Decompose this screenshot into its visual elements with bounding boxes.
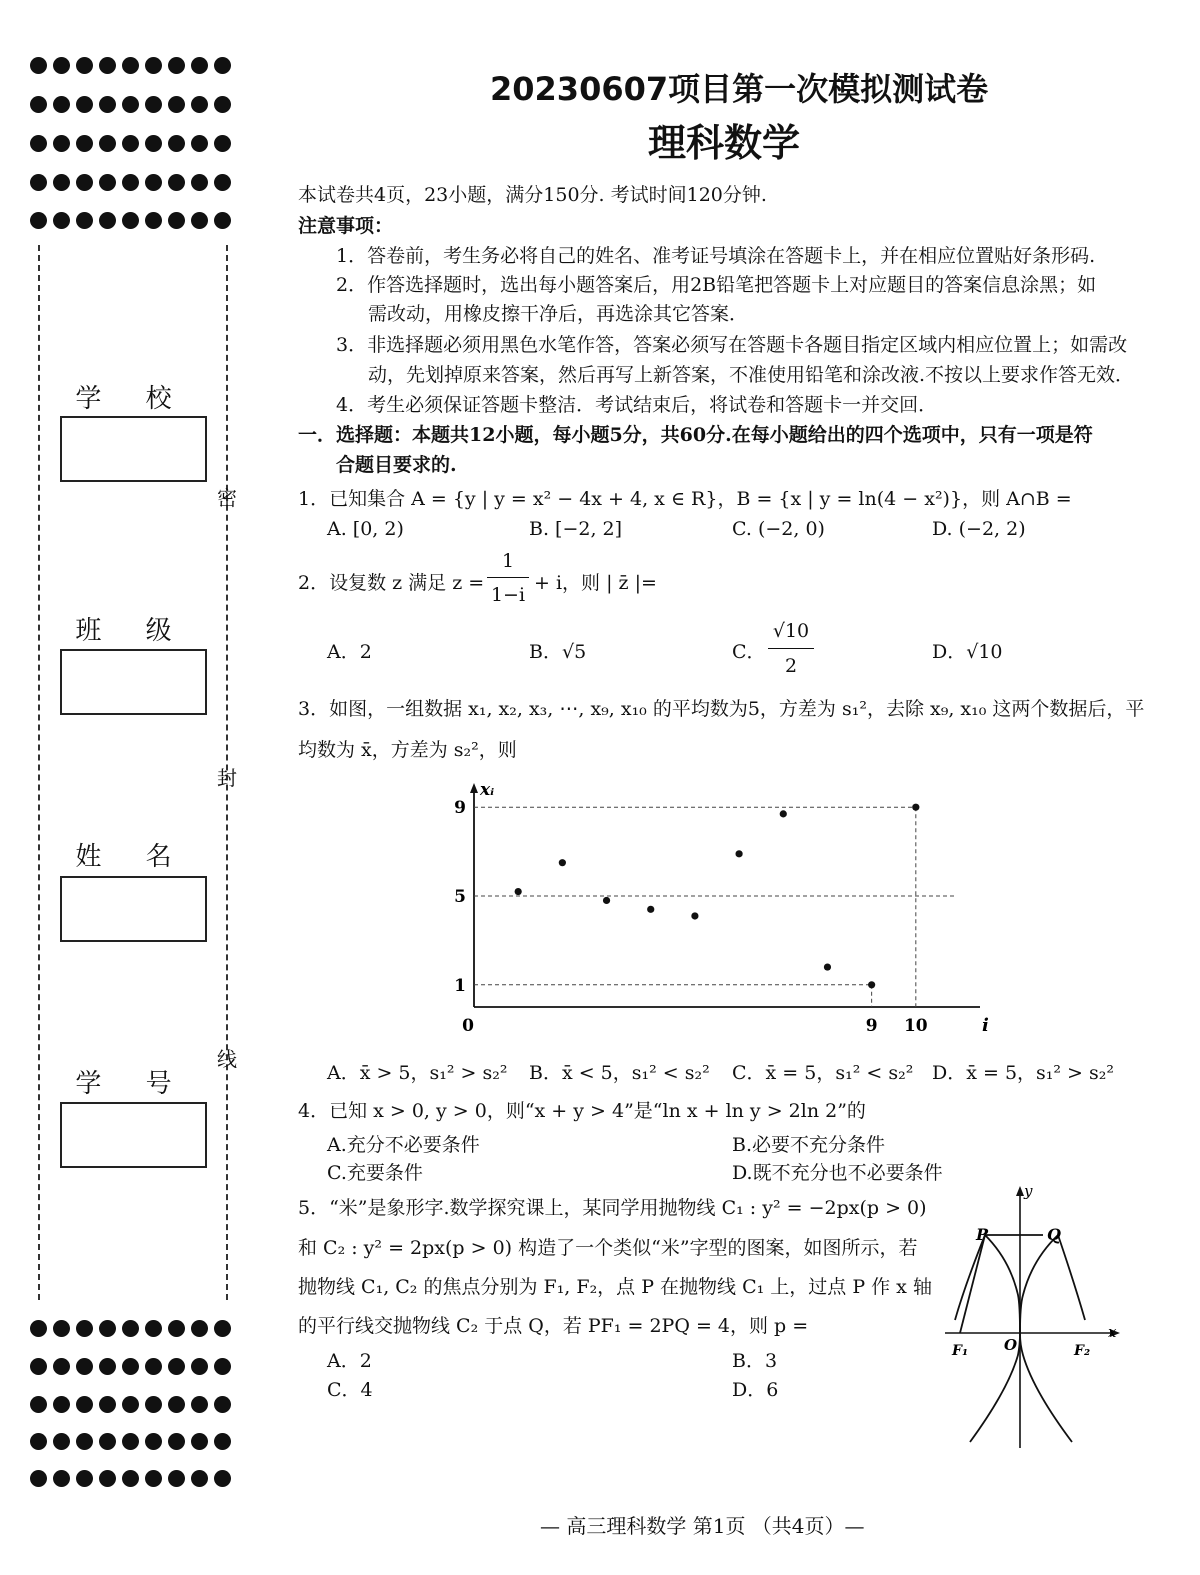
- dot: [168, 212, 185, 229]
- parabola-figure: [940, 1180, 1130, 1450]
- dot: [191, 174, 208, 191]
- dot: [76, 1358, 93, 1375]
- parabola-c1-arm: [955, 1235, 985, 1320]
- dot: [122, 174, 139, 191]
- dot-row: [30, 1396, 231, 1413]
- dot: [122, 1396, 139, 1413]
- data-point: [780, 810, 787, 817]
- dot: [191, 135, 208, 152]
- q4-option-d[interactable]: D.既不充分也不必要条件: [732, 1162, 943, 1184]
- dot: [30, 96, 47, 113]
- q1-option-d[interactable]: D. (−2, 2): [932, 518, 1026, 540]
- q5-option-d[interactable]: D．6: [732, 1379, 779, 1401]
- dot: [191, 1433, 208, 1450]
- dot: [53, 212, 70, 229]
- dot: [53, 1320, 70, 1337]
- dot: [191, 212, 208, 229]
- dot: [99, 96, 116, 113]
- data-point: [559, 859, 566, 866]
- dot: [53, 1358, 70, 1375]
- dot: [168, 174, 185, 191]
- q3-option-a[interactable]: A．x̄ > 5，s₁² > s₂²: [327, 1062, 508, 1084]
- dot: [214, 174, 231, 191]
- y-axis-arrow-icon: [470, 783, 478, 793]
- label-origin: O: [1004, 1336, 1018, 1354]
- dot: [168, 1320, 185, 1337]
- dot: [30, 135, 47, 152]
- dot: [99, 174, 116, 191]
- q1-stem: 1．已知集合 A = {y | y = x² − 4x + 4, x ∈ R}，B = {x | y = ln(4 − x²)}，则 A∩B =: [298, 488, 1072, 510]
- y-axis-label: xᵢ: [480, 780, 495, 800]
- name-label: 姓 名: [75, 842, 190, 872]
- dot: [53, 1470, 70, 1487]
- dot: [76, 135, 93, 152]
- dot: [145, 1358, 162, 1375]
- dot: [168, 1396, 185, 1413]
- label-f2: F₂: [1074, 1343, 1091, 1359]
- seal-xian: 线: [217, 1047, 237, 1071]
- student-id-label: 学 号: [75, 1069, 190, 1099]
- notice-item: 2．作答选择题时，选出每小题答案后，用2B铅笔把答题卡上对应题目的答案信息涂黑；如: [336, 274, 1097, 296]
- x-tick-label: 10: [903, 1016, 928, 1036]
- dot: [122, 1470, 139, 1487]
- notice-item: 4．考生必须保证答题卡整洁．考试结束后，将试卷和答题卡一并交回．: [336, 394, 938, 416]
- q2-option-d[interactable]: D．√10: [932, 641, 1003, 663]
- q4-option-c[interactable]: C.充要条件: [327, 1162, 423, 1184]
- dot: [99, 212, 116, 229]
- dot: [145, 1396, 162, 1413]
- dot: [30, 1396, 47, 1413]
- dot: [145, 96, 162, 113]
- label-y: y: [1024, 1182, 1033, 1200]
- q2-stem-prefix: 2．设复数 z 满足 z =: [298, 572, 485, 594]
- dot: [145, 1320, 162, 1337]
- data-point: [824, 963, 831, 970]
- q3-stem-line2: 均数为 x̄，方差为 s₂²，则: [298, 739, 517, 761]
- dot: [53, 1433, 70, 1450]
- y-tick-label: 5: [454, 887, 466, 907]
- dot: [214, 1396, 231, 1413]
- dot: [53, 96, 70, 113]
- dot: [145, 135, 162, 152]
- dot: [191, 1358, 208, 1375]
- dot: [168, 96, 185, 113]
- notice-item: 3．非选择题必须用黑色水笔作答，答案必须写在答题卡各题目指定区域内相应位置上；如需改: [336, 334, 1128, 356]
- dot: [76, 174, 93, 191]
- dot: [214, 1470, 231, 1487]
- q4-option-a[interactable]: A.充分不必要条件: [327, 1134, 480, 1156]
- notice-item: 1．答卷前，考生务必将自己的姓名、准考证号填涂在答题卡上，并在相应位置贴好条形码.: [336, 245, 1096, 267]
- dot: [53, 135, 70, 152]
- dot: [99, 1358, 116, 1375]
- parabola-c1-upper: [985, 1235, 1020, 1333]
- dot: [76, 1470, 93, 1487]
- dot: [214, 212, 231, 229]
- student-id-box[interactable]: [60, 1102, 207, 1168]
- origin-label: 0: [462, 1016, 474, 1036]
- dot: [99, 1320, 116, 1337]
- data-point: [603, 897, 610, 904]
- data-point: [868, 981, 875, 988]
- dot: [145, 1433, 162, 1450]
- dot: [76, 1320, 93, 1337]
- q1-option-a[interactable]: A. [0, 2): [327, 518, 404, 540]
- dot: [191, 1470, 208, 1487]
- seal-feng: 封: [217, 766, 237, 790]
- q2-option-c-denominator: 2: [784, 655, 798, 677]
- dot: [168, 1433, 185, 1450]
- dot: [76, 1433, 93, 1450]
- page-footer: — 高三理科数学 第1页 （共4页）—: [540, 1514, 865, 1538]
- q3-option-d[interactable]: D．x̄ = 5，s₁² > s₂²: [932, 1062, 1115, 1084]
- dot: [168, 57, 185, 74]
- dot: [214, 1433, 231, 1450]
- notice-heading: 注意事项：: [298, 215, 394, 237]
- dot-row: [30, 1470, 231, 1487]
- dot: [30, 212, 47, 229]
- school-box[interactable]: [60, 416, 207, 482]
- q5-stem-line2: 和 C₂ : y² = 2px(p > 0) 构造了一个类似“米”字型的图案，如图所示，若: [298, 1237, 918, 1259]
- exam-title: 20230607项目第一次模拟测试卷: [490, 70, 989, 108]
- dot: [145, 1470, 162, 1487]
- dot-row: [30, 96, 231, 113]
- dot: [122, 1433, 139, 1450]
- dot: [30, 174, 47, 191]
- q2-fraction-denominator: 1−i: [490, 584, 526, 606]
- dot: [214, 96, 231, 113]
- dot: [76, 96, 93, 113]
- y-tick-label: 1: [454, 975, 466, 996]
- dot: [191, 57, 208, 74]
- x-tick-label: 9: [865, 1016, 878, 1036]
- data-point: [647, 906, 654, 913]
- class-box[interactable]: [60, 649, 207, 715]
- dot: [30, 1358, 47, 1375]
- dot: [30, 1470, 47, 1487]
- q4-option-b[interactable]: B.必要不充分条件: [732, 1134, 886, 1156]
- parabola-c2-upper: [1020, 1235, 1058, 1333]
- dot: [168, 1358, 185, 1375]
- dot-row: [30, 1433, 231, 1450]
- dot-row: [30, 1320, 231, 1337]
- dot: [30, 1320, 47, 1337]
- dot: [122, 1358, 139, 1375]
- dot: [214, 57, 231, 74]
- dot: [145, 57, 162, 74]
- q5-stem-line3: 抛物线 C₁, C₂ 的焦点分别为 F₁, F₂，点 P 在抛物线 C₁ 上，过点 P 作 x 轴: [298, 1276, 932, 1298]
- dot: [30, 57, 47, 74]
- q5-option-a[interactable]: A．2: [327, 1350, 372, 1372]
- dot: [214, 135, 231, 152]
- dot: [53, 174, 70, 191]
- dot: [122, 96, 139, 113]
- dot: [76, 1396, 93, 1413]
- dot: [168, 1470, 185, 1487]
- q5-option-c[interactable]: C．4: [327, 1379, 373, 1401]
- y-tick-label: 9: [454, 798, 466, 819]
- class-label: 班 级: [75, 616, 190, 646]
- parabola-c2-arm: [1058, 1235, 1085, 1320]
- q4-stem: 4．已知 x > 0, y > 0，则“x + y > 4”是“ln x + ln y > 2ln 2”的: [298, 1100, 866, 1122]
- dot-row: [30, 135, 231, 152]
- q5-option-b[interactable]: B．3: [732, 1350, 778, 1372]
- dot: [76, 57, 93, 74]
- dot: [122, 57, 139, 74]
- notice-item: 需改动，用橡皮擦干净后，再选涂其它答案．: [368, 303, 749, 325]
- q2-fraction-bar: [487, 577, 529, 578]
- q2-option-c-bar: [768, 648, 814, 649]
- parabola-c2-lower: [1020, 1333, 1072, 1442]
- dot: [122, 212, 139, 229]
- q5-stem-line1: 5．“米”是象形字.数学探究课上，某同学用抛物线 C₁ : y² = −2px(p > 0): [298, 1197, 927, 1219]
- label-q: Q: [1047, 1225, 1061, 1244]
- dot-row: [30, 57, 231, 74]
- section-heading-cont: 合题目要求的.: [336, 454, 457, 476]
- dot: [145, 174, 162, 191]
- dot: [191, 1396, 208, 1413]
- dot: [191, 1320, 208, 1337]
- q2-option-c-numerator: √10: [772, 620, 810, 642]
- label-x: x: [1108, 1323, 1117, 1341]
- q2-option-c[interactable]: C．: [732, 641, 766, 663]
- label-p: P: [976, 1225, 989, 1244]
- dot: [214, 1358, 231, 1375]
- dot: [191, 96, 208, 113]
- dot: [76, 212, 93, 229]
- q1-option-b[interactable]: B. [−2, 2]: [529, 518, 623, 540]
- dot: [99, 1433, 116, 1450]
- dot: [99, 1396, 116, 1413]
- segment-pf1: [960, 1235, 985, 1333]
- q1-option-c[interactable]: C. (−2, 0): [732, 518, 825, 540]
- q3-option-b[interactable]: B．x̄ < 5，s₁² < s₂²: [529, 1062, 710, 1084]
- q3-option-c[interactable]: C．x̄ = 5，s₁² < s₂²: [732, 1062, 914, 1084]
- dot: [99, 135, 116, 152]
- data-point: [735, 850, 742, 857]
- intro-text: 本试卷共4页，23小题，满分150分. 考试时间120分钟.: [298, 184, 767, 206]
- dot: [53, 1396, 70, 1413]
- notice-item: 动，先划掉原来答案，然后再写上新答案，不准使用铅笔和涂改液.不按以上要求作答无效．: [368, 364, 1135, 386]
- scatter-chart: [440, 775, 1000, 1045]
- data-point: [515, 888, 522, 895]
- school-label: 学 校: [75, 384, 190, 414]
- dot: [30, 1433, 47, 1450]
- dot: [99, 57, 116, 74]
- data-point: [691, 912, 698, 919]
- name-box[interactable]: [60, 876, 207, 942]
- y-axis-arrow-icon: [1016, 1186, 1024, 1196]
- dot-row: [30, 174, 231, 191]
- q2-option-b[interactable]: B．√5: [529, 641, 587, 663]
- q2-option-a[interactable]: A．2: [327, 641, 372, 663]
- label-f1: F₁: [952, 1343, 969, 1359]
- q5-stem-line4: 的平行线交抛物线 C₂ 于点 Q，若 PF₁ = 2PQ = 4，则 p =: [298, 1315, 809, 1337]
- section-heading: 一．选择题：本题共12小题，每小题5分，共60分.在每小题给出的四个选项中，只有一项是符: [298, 424, 1093, 446]
- q3-stem-line1: 3．如图，一组数据 x₁, x₂, x₃, ⋯, x₉, x₁₀ 的平均数为5，方差为 s₁²，去除 x₉, x₁₀ 这两个数据后，平: [298, 698, 1145, 720]
- dot: [99, 1470, 116, 1487]
- subject-title: 理科数学: [648, 121, 801, 165]
- seal-mi: 密: [217, 486, 237, 510]
- dot: [145, 212, 162, 229]
- dot: [214, 1320, 231, 1337]
- dot: [53, 57, 70, 74]
- dot: [122, 1320, 139, 1337]
- q2-stem-suffix: + i，则 | z̄ |=: [534, 572, 657, 594]
- q2-fraction-numerator: 1: [501, 550, 515, 572]
- binding-line-left: [38, 245, 40, 1300]
- data-point: [912, 804, 919, 811]
- dot-row: [30, 1358, 231, 1375]
- dot-row: [30, 212, 231, 229]
- dot: [168, 135, 185, 152]
- x-axis-label: i: [982, 1015, 989, 1036]
- dot: [122, 135, 139, 152]
